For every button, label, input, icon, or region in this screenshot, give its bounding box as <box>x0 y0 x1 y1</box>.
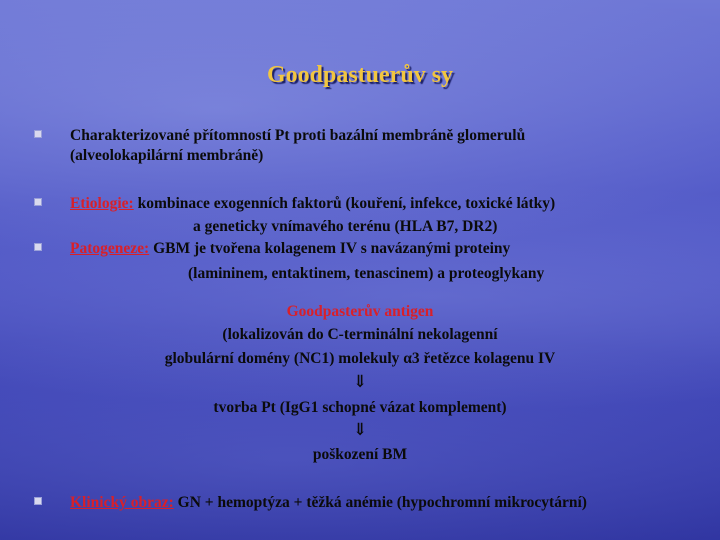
antigen-heading: Goodpasterův antigen <box>286 303 434 320</box>
pathogenesis-line-2: (lamininem, entaktinem, tenascinem) a proteoglykany <box>188 265 545 282</box>
clinical-picture-line <box>70 493 587 512</box>
bullet-marker <box>34 130 42 138</box>
down-arrow-icon: ⇓ <box>352 372 368 391</box>
pathogenesis-text: GBM je tvořena kolagenem IV s navázanými proteiny <box>149 240 511 257</box>
slide-title: Goodpastuerův sy <box>266 62 454 88</box>
bullet-marker <box>34 243 42 251</box>
bullet-1-line-2: (alveolokapilární membráně) <box>70 147 264 164</box>
down-arrow-icon: ⇓ <box>352 420 368 439</box>
antibody-formation: tvorba Pt (IgG1 schopné vázat komplement) <box>213 399 507 416</box>
pathogenesis-label: Patogeneze: <box>70 240 150 257</box>
clinical-picture-label: Klinický obraz: <box>70 494 174 511</box>
antigen-line-2: globulární domény (NC1) molekuly α3 řetězce kolagenu IV <box>164 350 556 367</box>
etiology-line-2: a geneticky vnímavého terénu (HLA B7, DR2) <box>193 218 498 235</box>
bm-damage: poškození BM <box>312 446 408 463</box>
etiology-line-1 <box>70 194 555 213</box>
bullet-1-line-1: Charakterizované přítomností Pt proti bazální membráně glomerulů <box>70 127 526 144</box>
pathogenesis-line-1 <box>70 239 510 258</box>
etiology-text: kombinace exogenních faktorů (kouření, infekce, toxické látky) <box>133 195 556 212</box>
clinical-picture-text: GN + hemoptýza + těžká anémie (hypochromní mikrocytární) <box>173 494 587 511</box>
bullet-marker <box>34 497 42 505</box>
antigen-line-1: (lokalizován do C-terminální nekolagenní <box>222 326 498 343</box>
bullet-marker <box>34 198 42 206</box>
etiology-label: Etiologie: <box>70 195 134 212</box>
